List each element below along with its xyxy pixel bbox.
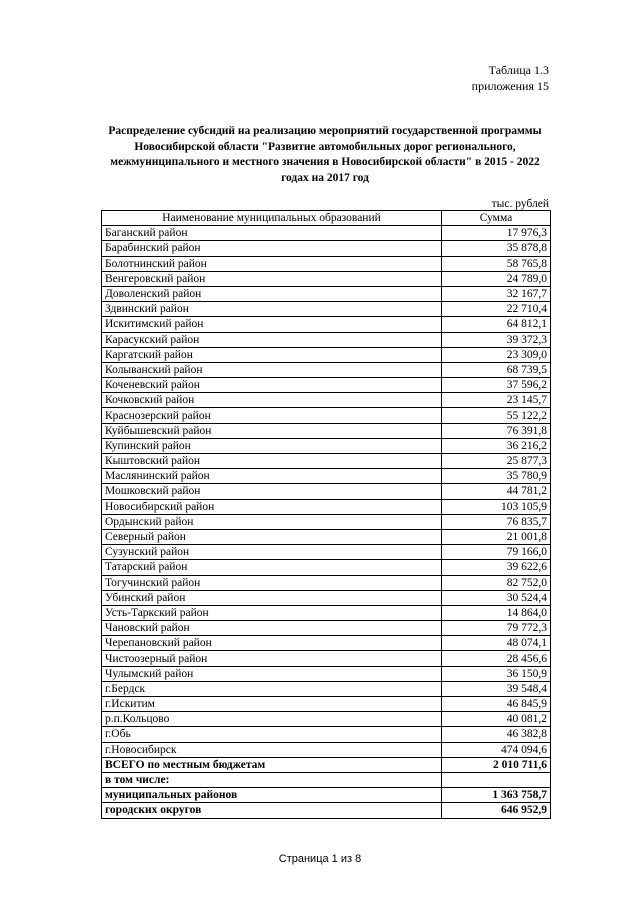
including-row <box>102 772 551 787</box>
subsidy-amount: 76 835,7 <box>442 514 551 529</box>
municipality-name: р.п.Кольцово <box>102 712 442 727</box>
table-row <box>102 347 551 362</box>
including-empty <box>442 772 551 787</box>
table-row <box>102 545 551 560</box>
municipality-name: Баганский район <box>102 226 442 241</box>
table-row <box>102 469 551 484</box>
subsidy-amount: 30 524,4 <box>442 590 551 605</box>
table-row <box>102 423 551 438</box>
table-row <box>102 302 551 317</box>
subsidy-amount: 39 548,4 <box>442 681 551 696</box>
unit-label: тыс. рублей <box>491 198 549 210</box>
municipality-name: Ордынский район <box>102 514 442 529</box>
municipality-name: Болотнинский район <box>102 256 442 271</box>
subsidy-amount: 22 710,4 <box>442 302 551 317</box>
municipality-name: Татарский район <box>102 560 442 575</box>
subtotal-row <box>102 803 551 818</box>
subsidy-amount: 44 781,2 <box>442 484 551 499</box>
table-row <box>102 636 551 651</box>
table-row <box>102 697 551 712</box>
subsidy-amount: 103 105,9 <box>442 499 551 514</box>
municipality-name: Усть-Таркский район <box>102 605 442 620</box>
subtotal-label: городских округов <box>102 803 442 818</box>
document-title: Распределение субсидий на реализацию мероприятий государственной программы Новосибирской области "Развитие автомобильных дорог регионального, межмуниципального и местного значения в Новосибирской области" в 2015 - 2022 годах на 2017 год <box>108 125 542 184</box>
subsidy-amount: 58 765,8 <box>442 256 551 271</box>
municipality-name: Чистоозерный район <box>102 651 442 666</box>
subsidy-amount: 37 596,2 <box>442 378 551 393</box>
municipality-name: Доволенский район <box>102 286 442 301</box>
table-row <box>102 651 551 666</box>
municipality-name: Чановский район <box>102 621 442 636</box>
table-row <box>102 499 551 514</box>
table-row <box>102 256 551 271</box>
table-row <box>102 317 551 332</box>
table-row <box>102 454 551 469</box>
subtotal-row <box>102 788 551 803</box>
table-row <box>102 393 551 408</box>
table-row <box>102 484 551 499</box>
table-row <box>102 681 551 696</box>
subsidy-amount: 28 456,6 <box>442 651 551 666</box>
table-row <box>102 241 551 256</box>
table-row <box>102 575 551 590</box>
table-row <box>102 378 551 393</box>
table-row <box>102 529 551 544</box>
subsidy-amount: 79 772,3 <box>442 621 551 636</box>
subtotal-amount: 1 363 758,7 <box>442 788 551 803</box>
subsidy-amount: 21 001,8 <box>442 529 551 544</box>
subsidy-amount: 64 812,1 <box>442 317 551 332</box>
subsidy-table <box>101 210 551 819</box>
total-label: ВСЕГО по местным бюджетам <box>102 757 442 772</box>
column-header-name: Наименование муниципальных образований <box>102 211 442 226</box>
including-label: в том числе: <box>102 772 442 787</box>
municipality-name: Колыванский район <box>102 362 442 377</box>
subsidy-amount: 55 122,2 <box>442 408 551 423</box>
municipality-name: Краснозерский район <box>102 408 442 423</box>
total-amount: 2 010 711,6 <box>442 757 551 772</box>
municipality-name: Барабинский район <box>102 241 442 256</box>
subsidy-amount: 32 167,7 <box>442 286 551 301</box>
municipality-name: г.Искитим <box>102 697 442 712</box>
subsidy-amount: 39 622,6 <box>442 560 551 575</box>
municipality-name: Маслянинский район <box>102 469 442 484</box>
municipality-name: г.Новосибирск <box>102 742 442 757</box>
municipality-name: Коченевский район <box>102 378 442 393</box>
table-number: Таблица 1.3 <box>488 63 549 77</box>
subsidy-amount: 39 372,3 <box>442 332 551 347</box>
subsidy-amount: 35 780,9 <box>442 469 551 484</box>
table-row <box>102 712 551 727</box>
total-row <box>102 757 551 772</box>
subsidy-amount: 17 976,3 <box>442 226 551 241</box>
municipality-name: Кочковский район <box>102 393 442 408</box>
municipality-name: Тогучинский район <box>102 575 442 590</box>
subsidy-amount: 474 094,6 <box>442 742 551 757</box>
subsidy-amount: 25 877,3 <box>442 454 551 469</box>
municipality-name: Каргатский район <box>102 347 442 362</box>
table-row <box>102 438 551 453</box>
subsidy-amount: 35 878,8 <box>442 241 551 256</box>
municipality-name: Чулымский район <box>102 666 442 681</box>
subsidy-amount: 36 216,2 <box>442 438 551 453</box>
subsidy-amount: 23 145,7 <box>442 393 551 408</box>
subsidy-amount: 82 752,0 <box>442 575 551 590</box>
municipality-name: Здвинский район <box>102 302 442 317</box>
table-row <box>102 408 551 423</box>
subsidy-amount: 14 864,0 <box>442 605 551 620</box>
subtotal-amount: 646 952,9 <box>442 803 551 818</box>
subsidy-amount: 68 739,5 <box>442 362 551 377</box>
subsidy-amount: 46 382,8 <box>442 727 551 742</box>
subsidy-amount: 48 074,1 <box>442 636 551 651</box>
table-reference <box>472 62 549 94</box>
subsidy-amount: 40 081,2 <box>442 712 551 727</box>
table-row <box>102 271 551 286</box>
municipality-name: Карасукский район <box>102 332 442 347</box>
municipality-name: Искитимский район <box>102 317 442 332</box>
subsidy-amount: 24 789,0 <box>442 271 551 286</box>
table-header-row <box>102 211 551 226</box>
municipality-name: Купинский район <box>102 438 442 453</box>
subsidy-amount: 76 391,8 <box>442 423 551 438</box>
table-row <box>102 514 551 529</box>
subtotal-label: муниципальных районов <box>102 788 442 803</box>
table-row <box>102 666 551 681</box>
municipality-name: Венгеровский район <box>102 271 442 286</box>
table-row <box>102 621 551 636</box>
subsidy-amount: 46 845,9 <box>442 697 551 712</box>
page-number: Страница 1 из 8 <box>278 853 362 865</box>
municipality-name: Мошковский район <box>102 484 442 499</box>
table-row <box>102 560 551 575</box>
subsidy-amount: 23 309,0 <box>442 347 551 362</box>
table-row <box>102 605 551 620</box>
appendix-number: приложения 15 <box>471 79 549 93</box>
municipality-name: Новосибирский район <box>102 499 442 514</box>
municipality-name: Северный район <box>102 529 442 544</box>
municipality-name: Убинский район <box>102 590 442 605</box>
table-row <box>102 590 551 605</box>
table-row <box>102 362 551 377</box>
subsidy-amount: 79 166,0 <box>442 545 551 560</box>
municipality-name: г.Обь <box>102 727 442 742</box>
municipality-name: г.Бердск <box>102 681 442 696</box>
municipality-name: Сузунский район <box>102 545 442 560</box>
table-row <box>102 332 551 347</box>
subsidy-amount: 36 150,9 <box>442 666 551 681</box>
municipality-name: Куйбышевский район <box>102 423 442 438</box>
municipality-name: Кыштовский район <box>102 454 442 469</box>
table-row <box>102 727 551 742</box>
municipality-name: Черепановский район <box>102 636 442 651</box>
table-row <box>102 742 551 757</box>
column-header-sum: Сумма <box>442 211 551 226</box>
table-row <box>102 286 551 301</box>
table-row <box>102 226 551 241</box>
